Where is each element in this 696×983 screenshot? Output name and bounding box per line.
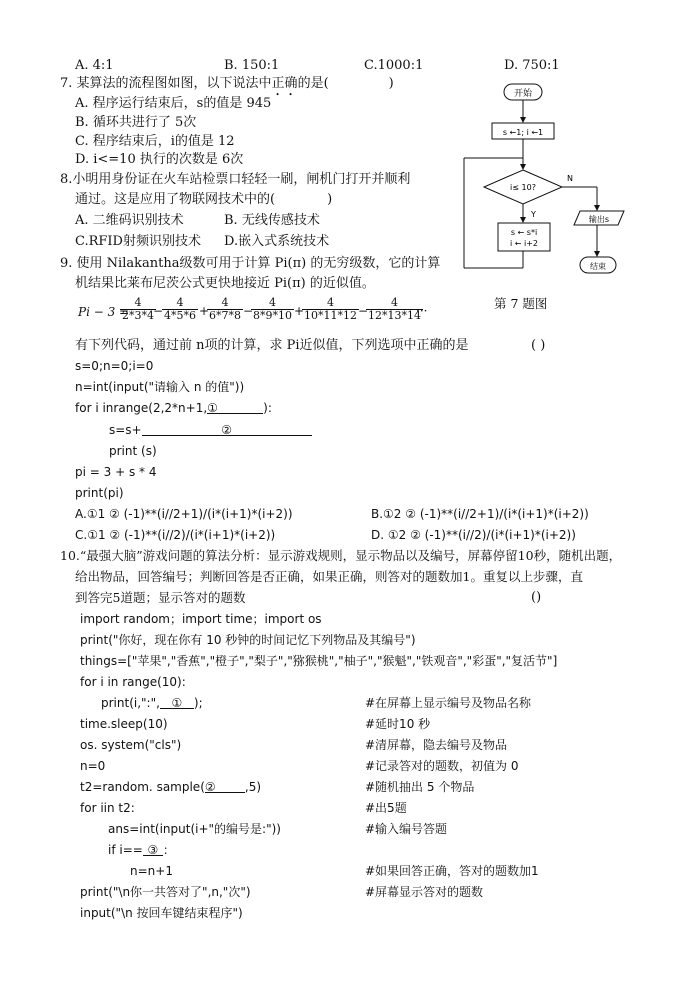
q10-comment-5: #在屏幕上显示编号及物品名称	[365, 696, 532, 710]
q8-line1: 8.小明用身份证在火车站检票口轻轻一刷，闸机门打开并顺利	[60, 172, 411, 187]
q10-code-if: if i==	[108, 843, 143, 857]
q10-blank-3: ③	[143, 842, 163, 856]
q7-stem-post: 的是(	[297, 76, 329, 91]
formula-fraction-3: $\frac{4}{6*7*8}$	[209, 296, 241, 322]
q9-blank-1: ①	[207, 400, 263, 414]
q9-code-line-7: print(pi)	[75, 486, 124, 500]
q10-blank-1: ①	[160, 695, 194, 709]
formula-fraction-6: $\frac{4}{12*13*14}$	[368, 296, 421, 322]
q6-option-a: A. 4:1	[75, 58, 114, 73]
q10-code-line-12	[108, 842, 175, 858]
q8-line2	[75, 192, 332, 208]
q9-line2: 机结果比莱布尼茨公式更快地接近 Pi(π) 的近似值。	[75, 276, 375, 291]
q9-line1: 9. 使用 Nilakantha级数可用于计算 Pi(π) 的无穷级数，它的计算	[60, 256, 441, 271]
q7-stem-emphasis: 正确	[271, 76, 298, 91]
q7-option-b: B. 循环共进行了 5次	[75, 115, 197, 130]
flow-no-label: N	[567, 174, 573, 183]
q10-code-line-2: print("你好，现在你有 10 秒钟的时间记忆下列物品及其编号")	[80, 633, 416, 647]
q10-comment-10: #出5题	[365, 801, 407, 815]
q9-prompt-paren: ( )	[531, 338, 546, 353]
q10-code-line-5	[101, 695, 203, 711]
formula-ellipsis: ···	[416, 304, 428, 318]
flow-body-line2: i ← i+2	[509, 239, 539, 248]
q10-code-line-14: print("\n你一共答对了",n,"次")	[80, 885, 251, 899]
q10-line1: 10.“最强大脑”游戏问题的算法分析：显示游戏规则，显示物品以及编号，屏幕停留10秒，随机出题，	[60, 548, 622, 563]
flow-yes-label: Y	[531, 210, 536, 219]
q9-option-a: A.①1 ② (-1)**(i//2+1)/(i*(i+1)*(i+2))	[75, 507, 293, 521]
q9-code-line-4	[109, 422, 312, 438]
q6-option-c: C.1000:1	[364, 58, 424, 73]
q10-code-line-7: os. system("cls")	[80, 738, 182, 752]
q10-code-line-11: ans=int(input(i+"的编号是:"))	[108, 822, 281, 836]
q10-code-line-4: for i in range(10):	[80, 675, 186, 689]
q8-option-a: A. 二维码识别技术	[75, 213, 184, 228]
q9-code-sum: s=s+	[109, 423, 142, 437]
q9-blank-2: ②	[142, 422, 312, 436]
q9-code-line-3	[75, 400, 272, 416]
q10-comment-14: #屏幕显示答对的题数	[365, 885, 484, 899]
flowchart-q7	[462, 78, 662, 318]
q10-comment-8: #记录答对的题数，初值为 0	[365, 759, 519, 773]
q10-comment-9: #随机抽出 5 个物品	[365, 780, 475, 794]
flow-start-label: 开始	[513, 89, 533, 99]
flow-decision-label: i≤ 10?	[510, 183, 536, 192]
formula-lhs: Pi − 3 =	[78, 305, 130, 319]
flowchart-caption: 第 7 题图	[494, 296, 548, 311]
q7-stem-close: )	[388, 76, 394, 91]
q10-code-line-13: n=n+1	[130, 864, 173, 878]
q10-code-line-15: input("\n 按回车键结束程序")	[80, 906, 243, 920]
q10-comment-7: #清屏幕，隐去编号及物品	[365, 738, 508, 752]
q10-code-line-10: for iin t2:	[80, 801, 135, 815]
q10-code-line-8: n=0	[80, 759, 106, 773]
q8-option-b: B. 无线传感技术	[224, 213, 320, 228]
q10-code-print-close: );	[193, 696, 203, 710]
q9-code-line-6: pi = 3 + s * 4	[75, 465, 157, 479]
q10-code-line-6: time.sleep(10)	[80, 717, 168, 731]
formula-fraction-4: $\frac{4}{8*9*10}$	[253, 296, 292, 322]
q9-option-b: B.①2 ② (-1)**(i//2+1)/(i*(i+1)*(i+2))	[371, 507, 589, 521]
q10-code-line-3: things=["苹果","香蕉","橙子","梨子","猕猴桃","柚子","猴魁","铁观音","彩蛋","复活节"]	[80, 654, 558, 668]
q10-blank-2: ②	[205, 779, 245, 793]
q10-comment-6: #延时10 秒	[365, 717, 431, 731]
q9-option-d: D. ①2 ② (-1)**(i//2)/(i*(i+1)*(i+2))	[371, 528, 576, 542]
q10-code-sample: t2=random. sample(	[80, 780, 205, 794]
flow-output-label: 输出s	[588, 215, 610, 224]
q9-code-for-close: ):	[263, 401, 272, 415]
flow-body-line1: s ← s*i	[510, 228, 538, 237]
flow-init-label: s ←1; i ←1	[502, 128, 544, 137]
q8-line2-post: )	[327, 192, 333, 207]
q9-code-line-1: s=0;n=0;i=0	[75, 359, 154, 373]
q6-option-b: B. 150:1	[224, 58, 280, 73]
q6-option-d: D. 750:1	[504, 58, 560, 73]
q10-code-sample-close: ,5)	[244, 780, 262, 794]
q8-line2-pre: 通过。这是应用了物联网技术中的(	[75, 192, 276, 207]
formula-fraction-1: $\frac{4}{2*3*4}$	[122, 296, 154, 322]
q7-option-a: A. 程序运行结束后，s的值是 945	[75, 96, 272, 111]
formula-op-5: −	[358, 304, 369, 318]
q9-code-line-2: n=int(input("请输入 n 的值"))	[75, 380, 245, 394]
q7-option-d: D. i<=10 执行的次数是 6次	[75, 152, 244, 167]
flow-end-label: 结束	[590, 262, 606, 271]
q9-option-c: C.①1 ② (-1)**(i//2)/(i*(i+1)*(i+2))	[75, 528, 276, 542]
q8-option-d: D.嵌入式系统技术	[224, 234, 330, 249]
formula-op-1: −	[153, 304, 164, 318]
q10-line2: 给出物品，回答编号；判断回答是否正确，如果正确，则答对的题数加1。重复以上步骤，直	[75, 569, 583, 584]
formula-op-4: +	[294, 304, 305, 318]
q9-code-for: for i inrange(2,2*n+1,	[75, 401, 208, 415]
q7-option-c: C. 程序结束后，i的值是 12	[75, 134, 235, 149]
formula-fraction-2: $\frac{4}{4*5*6}$	[164, 296, 196, 322]
formula-op-2: +	[199, 304, 210, 318]
q10-comment-11: #输入编号答题	[365, 822, 448, 836]
formula-fraction-5: $\frac{4}{10*11*12}$	[304, 296, 357, 322]
q10-code-if-close: ：	[162, 843, 175, 857]
q7-stem-pre: 7. 某算法的流程图如图，以下说法中	[60, 76, 272, 91]
q10-code-print: print(i,":",	[101, 696, 160, 710]
q9-code-line-5: print (s)	[109, 444, 157, 458]
q10-code-line-9	[80, 779, 261, 795]
q10-line3: 到答完5道题；显示答对的题数	[75, 590, 246, 605]
q10-code-line-1: import random；import time；import os	[80, 612, 322, 626]
q8-option-c: C.RFID射频识别技术	[75, 234, 201, 249]
q10-paren: ()	[531, 590, 542, 605]
q9-prompt: 有下列代码，通过前 n项的计算，求 Pi近似值，下列选项中正确的是	[75, 338, 469, 353]
q10-comment-13: #如果回答正确，答对的题数加1	[365, 864, 539, 878]
formula-op-3: −	[243, 304, 254, 318]
